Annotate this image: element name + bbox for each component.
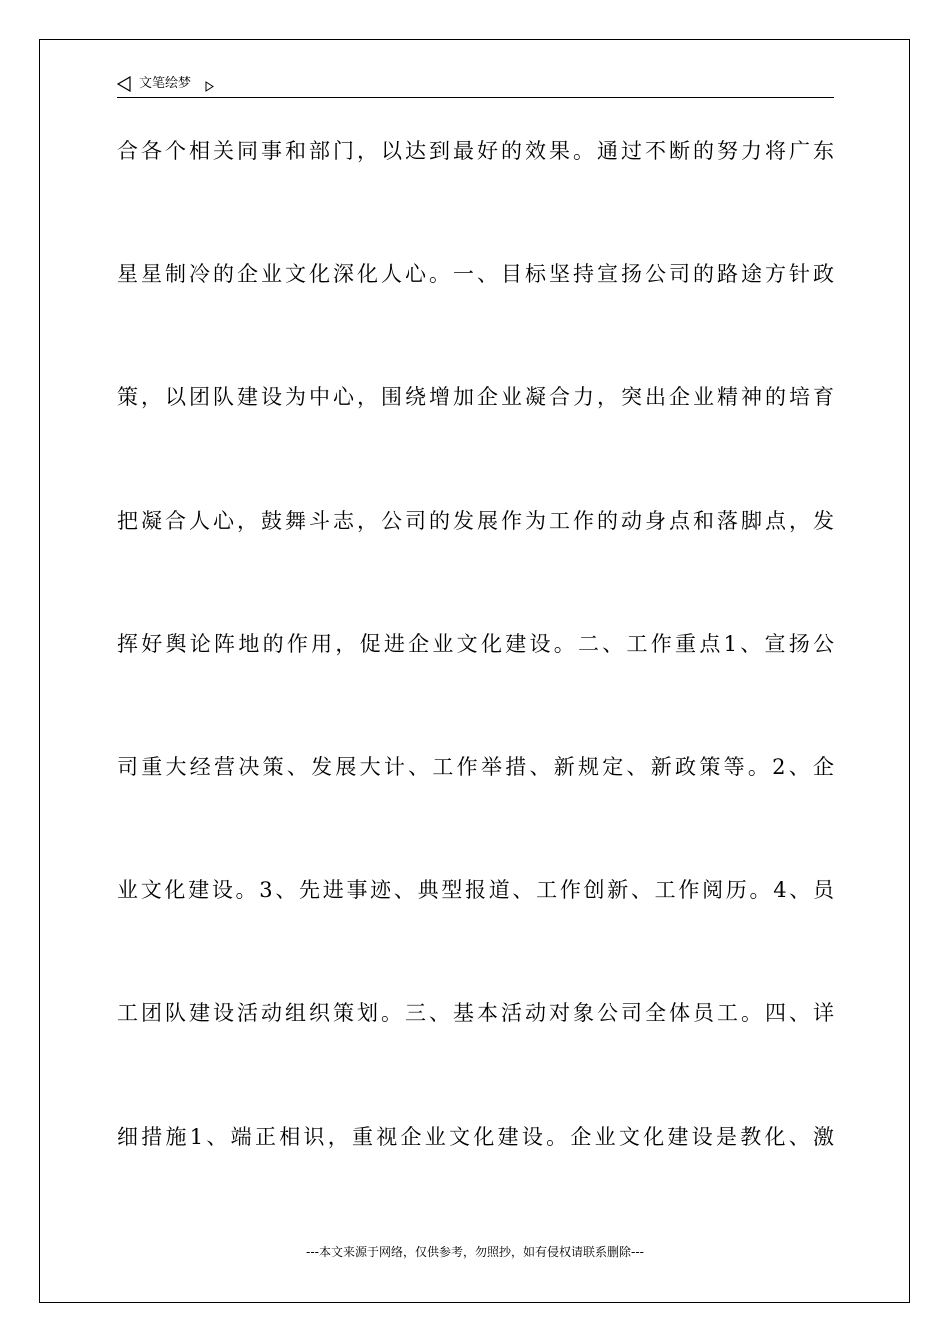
body-text-line: 挥好舆论阵地的作用，促进企业文化建设。二、工作重点1、宣扬公: [117, 632, 834, 656]
body-text-line: 星星制冷的企业文化深化人心。一、目标坚持宣扬公司的路途方针政: [117, 262, 834, 286]
body-text-line: 把凝合人心，鼓舞斗志，公司的发展作为工作的动身点和落脚点，发: [117, 509, 834, 533]
body-text-line: 业文化建设。3、先进事迹、典型报道、工作创新、工作阅历。4、员: [117, 878, 834, 902]
body-text-line: 司重大经营决策、发展大计、工作举措、新规定、新政策等。2、企: [117, 755, 834, 779]
triangle-right-outline-icon: [205, 77, 214, 88]
body-text-line: 工团队建设活动组织策划。三、基本活动对象公司全体员工。四、详: [117, 1001, 834, 1025]
page-header: [117, 72, 834, 98]
triangle-left-outline-icon: [117, 76, 131, 92]
footer-disclaimer: ---本文来源于网络，仅供参考，勿照抄，如有侵权请联系删除---: [306, 1245, 644, 1259]
header-title: 文笔绘梦: [139, 76, 192, 91]
page-border: [39, 39, 910, 1303]
body-text-line: 合各个相关同事和部门，以达到最好的效果。通过不断的努力将广东: [117, 139, 834, 163]
body-text-line: 细措施1、端正相识，重视企业文化建设。企业文化建设是教化、激: [117, 1125, 834, 1149]
body-text-line: 策，以团队建设为中心，围绕增加企业凝合力，突出企业精神的培育: [117, 385, 834, 409]
